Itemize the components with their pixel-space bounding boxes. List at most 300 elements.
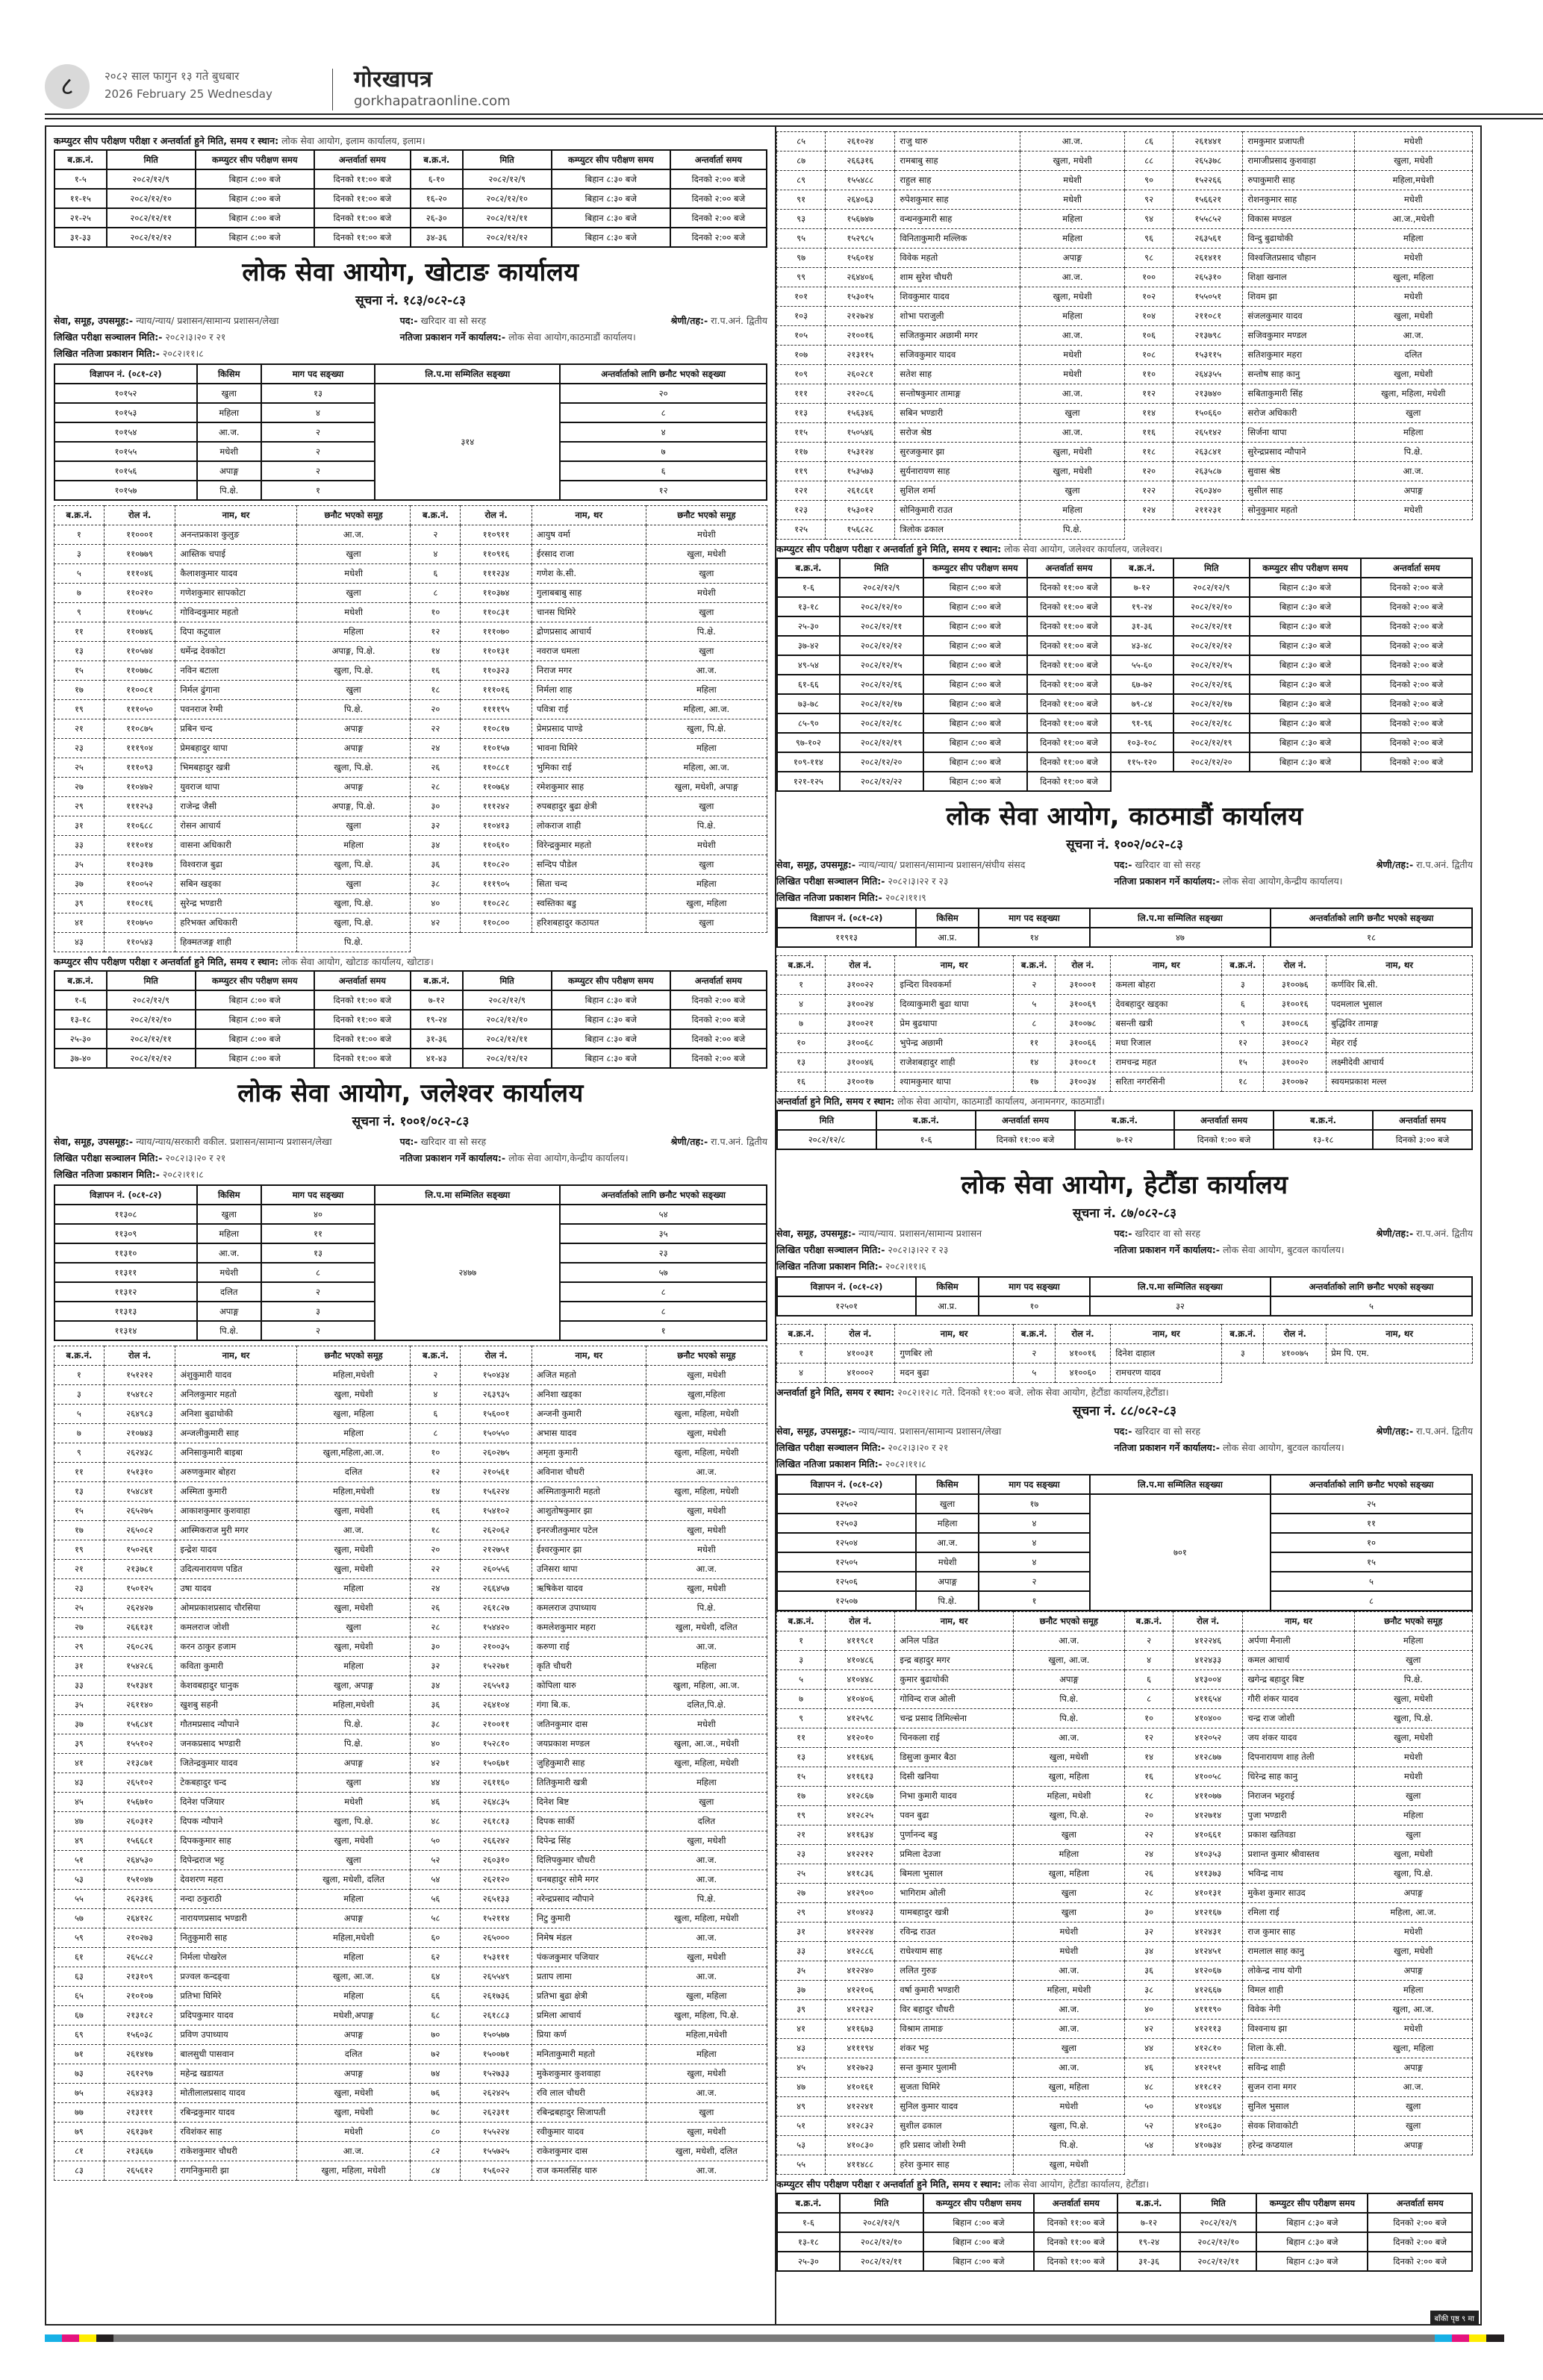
- serial-number: ३: [54, 545, 105, 564]
- selected-group: आ.ज.: [1013, 1631, 1124, 1651]
- roll-number: २१००११: [461, 1715, 532, 1734]
- roll-number: २६३८४१: [1173, 443, 1243, 462]
- roll-number: ३१००७८: [1055, 1014, 1111, 1034]
- candidate-name: आयुष वर्मा: [532, 525, 646, 545]
- candidate-name: मदन बुढा: [895, 1364, 1013, 1383]
- service-value: न्याय/न्याय/ प्रशासन/सामान्य प्रशासन/संघीय संसद: [858, 859, 1026, 870]
- column-header: रोल नं.: [826, 1612, 895, 1631]
- roll-number: ११०४१३: [461, 816, 532, 836]
- serial-number: २५: [54, 1599, 105, 1618]
- roll-number: १५२९८५: [826, 229, 895, 249]
- schedule-cell: बिहान ८:०० बजे: [923, 578, 1028, 597]
- roll-number: ४१००६०: [1055, 1364, 1111, 1383]
- candidate-name: कमलराज जोशी: [175, 1618, 296, 1637]
- roll-number: [1173, 2155, 1243, 2175]
- candidate-name: भुपेन्द्र अछामी: [895, 1034, 1013, 1053]
- roll-number: ४१०४४८: [826, 1670, 895, 1690]
- schedule-cell: ८५-९०: [777, 713, 840, 733]
- column-header: कम्प्युटर सीप परीक्षण समय: [552, 150, 670, 169]
- selected-group: महिला: [646, 739, 767, 758]
- roll-number: २१३८७१: [104, 1754, 175, 1773]
- candidate-name: आस्तिक चपाई: [175, 545, 296, 564]
- selected-group: खुला: [1013, 2039, 1124, 2058]
- adv-type: अपाङ्ग: [197, 461, 261, 481]
- serial-number: २०: [1124, 1806, 1173, 1825]
- posts-count: ८: [261, 1263, 375, 1282]
- candidate-name: रामबाबु साह: [895, 152, 1020, 171]
- roll-number: ११०८८१: [461, 758, 532, 778]
- roll-number: ४१२०६७: [1173, 1961, 1243, 1981]
- schedule-cell: २०८२/१२/१०: [463, 189, 552, 208]
- candidate-name: शोभा पराजुली: [895, 307, 1020, 326]
- selected-group: खुला: [296, 1773, 411, 1793]
- candidate-name: [1243, 2155, 1354, 2175]
- level-label: श्रेणी/तह:-: [1376, 1425, 1414, 1437]
- candidate-row: [54, 758, 767, 778]
- column-header: लि.प.मा सम्मिलित सङ्ख्या: [375, 364, 560, 384]
- interview-cell: दिनको ३:०० बजे: [1373, 1130, 1472, 1149]
- selected-group: खुला: [646, 797, 767, 816]
- candidate-list-table: [54, 1346, 767, 2181]
- result-office-label: नतिजा प्रकाशन गर्ने कार्यालय:-: [1114, 1244, 1220, 1255]
- schedule-cell: २०८२/१२/१२: [1173, 636, 1250, 655]
- serial-number: १०३: [777, 307, 826, 326]
- result-date-value: २०८२।११।८: [162, 1169, 204, 1180]
- candidate-name: मनिताकुमारी महतो: [532, 2045, 646, 2064]
- roll-number: १११०९३: [104, 758, 175, 778]
- serial-number: २६: [411, 758, 461, 778]
- column-header: अन्तर्वार्ता समय: [1027, 558, 1111, 578]
- schedule-cell: बिहान ८:३० बजे: [552, 189, 670, 208]
- serial-number: १००: [1124, 268, 1173, 287]
- roll-number: ३१००६६: [1055, 1034, 1111, 1053]
- serial-number: ४०: [411, 894, 461, 913]
- schedule-cell: बिहान ८:३० बजे: [1256, 2252, 1368, 2271]
- candidate-name: [1243, 520, 1354, 540]
- level-value: रा.प.अनं. द्वितीय: [711, 1136, 767, 1147]
- serial-number: १२: [1124, 1728, 1173, 1748]
- selected-group: खुला: [296, 1851, 411, 1870]
- schedule-cell: २०८२/१२/२०: [840, 752, 923, 772]
- serial-number: २२: [1124, 1825, 1173, 1845]
- roll-number: ४११६७३: [826, 2020, 895, 2039]
- candidate-name: जितेन्द्रकुमार यादव: [175, 1754, 296, 1773]
- candidate-row: [54, 1987, 767, 2006]
- hetauda-n2-meta-row: [776, 1458, 1473, 1474]
- schedule-cell: बिहान ८:३० बजे: [1250, 655, 1361, 675]
- hetauda-schedule-table: [776, 2193, 1473, 2272]
- schedule-cell: दिनको २:०० बजे: [1368, 2213, 1472, 2232]
- selected-group: मधेशी: [1354, 132, 1473, 152]
- schedule-cell: [1361, 772, 1472, 791]
- column-header: अन्तर्वार्ताको लागि छनौट भएको सङ्ख्या: [560, 1185, 767, 1205]
- roll-number: ४१०३५३: [1173, 1845, 1243, 1864]
- roll-number: १५६००१: [461, 1405, 532, 1424]
- result-date-value: २०८२।११।६: [885, 1261, 926, 1272]
- candidate-name: कमलेशकुमार महरा: [532, 1618, 646, 1637]
- level-value: रा.प.अनं. द्वितीय: [1416, 1228, 1473, 1239]
- selected-group: खुला, पि.क्षे.: [1013, 2117, 1124, 2136]
- serial-number: १०: [777, 1034, 826, 1053]
- serial-number: ३१: [54, 816, 105, 836]
- result-date-label: लिखित नतिजा प्रकाशन मिति:-: [776, 892, 882, 903]
- selected-group: अपाङ्ग: [1020, 249, 1125, 268]
- roll-number: २१००३५: [461, 1637, 532, 1657]
- serial-number: ५१: [54, 1851, 105, 1870]
- serial-number: ७: [54, 1424, 105, 1443]
- roll-number: २६११६०: [461, 1773, 532, 1793]
- roll-number: २६५२७५: [104, 1502, 175, 1521]
- selected-group: महिला: [646, 1773, 767, 1793]
- serial-number: ८४: [411, 2161, 461, 2181]
- selected-group: आ.ज.: [1013, 2000, 1124, 2020]
- column-header: ब.क्र.नं.: [1222, 956, 1264, 975]
- selected-group: आ.ज.,मधेशी: [1354, 210, 1473, 229]
- roll-number: २६११४०: [104, 1696, 175, 1715]
- selected-group: खुला, मधेशी: [1354, 1690, 1473, 1709]
- serial-number: ७०: [411, 2026, 461, 2045]
- serial-number: ६९: [54, 2026, 105, 2045]
- serial-number: ४: [1124, 1651, 1173, 1670]
- serial-number: ११०: [1124, 365, 1173, 384]
- candidate-name: रामचन्द्र महत: [1111, 1053, 1222, 1072]
- candidate-name: अनिशा बुढाथोकी: [175, 1405, 296, 1424]
- schedule-cell: २५-३०: [777, 616, 840, 636]
- serial-number: २७: [54, 778, 105, 797]
- result-office: [1115, 1243, 1344, 1256]
- schedule-cell: १०३-१०८: [1111, 733, 1173, 752]
- candidate-row: [54, 1579, 767, 1599]
- candidate-name: सिर्जना थापा: [1243, 423, 1354, 443]
- serial-number: ४१: [777, 2020, 826, 2039]
- candidate-name: इन्द्र बहादुर मगर: [895, 1651, 1013, 1670]
- candidate-name: रुपेशकुमार साह: [895, 190, 1020, 210]
- candidate-row: [54, 2142, 767, 2161]
- selected-group: मधेशी: [1354, 287, 1473, 307]
- interview-row: [777, 1130, 1472, 1149]
- serial-number: १४: [1124, 1748, 1173, 1767]
- selected-group: महिला: [1020, 307, 1125, 326]
- candidate-row: [777, 2039, 1473, 2058]
- serial-number: ४३: [777, 2039, 826, 2058]
- schedule-cell: दिनको २:०० बजे: [670, 1029, 767, 1049]
- candidate-name: गंगा बि.क.: [532, 1696, 646, 1715]
- candidate-list-table: [776, 955, 1473, 1092]
- selected-group: खुला, महिला, मधेशी: [646, 1405, 767, 1424]
- serial-number: ११७: [777, 443, 826, 462]
- schedule-cell: दिनको ११:०० बजे: [1027, 733, 1111, 752]
- roll-number: २६२४२५: [461, 2084, 532, 2103]
- roll-number: ४१२१६७: [1173, 1903, 1243, 1923]
- candidate-name: दिव्याकुमारी बुढा थापा: [895, 995, 1013, 1014]
- serial-number: ६८: [411, 2006, 461, 2026]
- roll-number: २६२४२७: [104, 1599, 175, 1618]
- roll-number: ३१००२१: [826, 1014, 895, 1034]
- serial-number: ८१: [54, 2142, 105, 2161]
- candidate-name: तितिकुमारी खत्री: [532, 1773, 646, 1793]
- candidate-name: जतिनकुमार दास: [532, 1715, 646, 1734]
- selected-count: ८: [560, 1302, 767, 1321]
- column-header: रोल नं.: [1173, 1612, 1243, 1631]
- roll-number: ४१२२१२: [826, 1845, 895, 1864]
- serial-number: ४३: [54, 933, 105, 952]
- adv-number: १२५०७: [777, 1591, 916, 1611]
- candidate-name: कैलाशकुमार यादव: [175, 564, 296, 584]
- serial-number: ४०: [411, 1734, 461, 1754]
- adv-type: महिला: [197, 403, 261, 422]
- candidate-name: खगेन्द्र बहादुर बिष्ट: [1243, 1670, 1354, 1690]
- selected-group: महिला: [646, 875, 767, 894]
- adv-type: खुला: [916, 1494, 979, 1514]
- selected-group: मधेशी: [1020, 346, 1125, 365]
- candidate-name: सोनुकुमार महतो: [1243, 501, 1354, 520]
- roll-number: ४१२८२५: [826, 1806, 895, 1825]
- serial-number: ५५: [54, 1890, 105, 1909]
- candidate-name: दिसी खनिया: [895, 1767, 1013, 1787]
- candidate-name: नारायणप्रसाद भण्डारी: [175, 1909, 296, 1928]
- adv-type: पि.क्षे.: [197, 481, 261, 500]
- candidate-name: इन्दिरा विश्वकर्मा: [895, 975, 1013, 995]
- candidate-name: दिपेन्द्र सिंह: [532, 1831, 646, 1851]
- roll-number: १५४१०२: [461, 1502, 532, 1521]
- roll-number: ४१२८३२: [826, 2117, 895, 2136]
- candidate-name: रुपबहादुर बुढा क्षेत्री: [532, 797, 646, 816]
- candidate-row: [777, 443, 1473, 462]
- roll-number: २६४१२८: [104, 1909, 175, 1928]
- interview-cell: २०८२/१२/८: [777, 1130, 876, 1149]
- selected-group: खुला, मधेशी: [296, 2103, 411, 2123]
- candidate-name: हरेन्द्र कप्डयाल: [1243, 2136, 1354, 2155]
- candidate-row: [54, 913, 767, 933]
- candidate-name: चन्द्र राज जोशी: [1243, 1709, 1354, 1728]
- candidate-name: मोतीलालप्रसाद यादव: [175, 2084, 296, 2103]
- selected-group: खुला, मधेशी: [1354, 1728, 1473, 1748]
- candidate-row: [54, 1909, 767, 1928]
- serial-number: ४१: [54, 913, 105, 933]
- candidate-name: रोसन आचार्य: [175, 816, 296, 836]
- selected-group: मधेशी: [1013, 2097, 1124, 2117]
- schedule-row: [54, 1010, 767, 1029]
- serial-number: १५: [54, 661, 105, 681]
- selected-group: महिला,मधेशी: [296, 1928, 411, 1948]
- selected-group: महिला, आ.ज.: [1354, 1903, 1473, 1923]
- serial-number: ५६: [411, 1890, 461, 1909]
- roll-number: २१२७२४: [826, 307, 895, 326]
- candidate-name: हिक्मतजङ्ग शाही: [175, 933, 296, 952]
- roll-number: १११२४२: [461, 797, 532, 816]
- serial-number: ३: [777, 1651, 826, 1670]
- selected-group: महिला,मधेशी: [296, 1482, 411, 1502]
- selected-group: खुला, मधेशी: [1020, 287, 1125, 307]
- schedule-cell: बिहान ८:०० बजे: [923, 2252, 1035, 2271]
- schedule-row: [777, 772, 1472, 791]
- post: [1115, 1227, 1200, 1240]
- serial-number: ६७: [54, 2006, 105, 2026]
- candidate-name: आकाशकुमार कुशवाहा: [175, 1502, 296, 1521]
- schedule-cell: बिहान ८:०० बजे: [923, 2232, 1035, 2252]
- candidate-name: राजेन्द्र जैसी: [175, 797, 296, 816]
- roll-number: ११०५७४: [104, 642, 175, 661]
- column-header: नाम, थर: [175, 1346, 296, 1366]
- serial-number: ३७: [54, 875, 105, 894]
- selected-group: महिला: [1020, 229, 1125, 249]
- column-header: किसिम: [916, 1475, 979, 1494]
- column-header: मिति: [840, 2193, 923, 2213]
- result-office-label: नतिजा प्रकाशन गर्ने कार्यालय:-: [1114, 1442, 1220, 1453]
- candidate-name: विश्वराज बुढा: [175, 855, 296, 875]
- khotang-meta-row: [54, 331, 767, 347]
- candidate-name: अनन्तप्रकाश कुलुङ: [175, 525, 296, 545]
- adv-number: १०१५५: [54, 442, 197, 461]
- schedule-cell: बिहान ८:०० बजे: [196, 208, 314, 228]
- selected-group: खुला, मधेशी: [646, 545, 767, 564]
- roll-number: १५३०१२: [826, 501, 895, 520]
- selected-group: आ.ज.: [646, 2161, 767, 2181]
- selected-group: खुला, मधेशी: [1354, 365, 1473, 384]
- column-header: अन्तर्वार्ता समय: [1361, 558, 1472, 578]
- serial-number: १७: [777, 1787, 826, 1806]
- selected-group: अपाङ्ग: [1354, 481, 1473, 501]
- roll-number: २६५१४२: [1173, 423, 1243, 443]
- candidate-name: भावना घिमिरे: [532, 739, 646, 758]
- serial-number: १०८: [1124, 346, 1173, 365]
- roll-number: १५६३४६: [826, 404, 895, 423]
- exam-date-value: २०८२।३।२२ र २३: [888, 875, 949, 887]
- roll-number: १५५०५१: [1173, 287, 1243, 307]
- serial-number: ३०: [1124, 1903, 1173, 1923]
- selected-group: खुला, पि.क्षे.: [296, 758, 411, 778]
- column-header: लि.प.मा सम्मिलित सङ्ख्या: [1090, 1277, 1271, 1296]
- adv-number: १०१५२: [54, 384, 197, 403]
- serial-number: ६०: [411, 1928, 461, 1948]
- selected-group: अपाङ्ग: [1354, 2058, 1473, 2078]
- schedule-cell: दिनको २:०० बजे: [1361, 655, 1472, 675]
- serial-number: ८९: [777, 171, 826, 190]
- candidate-row: [777, 346, 1473, 365]
- roll-number: ११११९५: [461, 700, 532, 719]
- schedule-cell: २०८२/१२/१९: [1173, 733, 1250, 752]
- candidate-name: निभा कुमारी यादव: [895, 1787, 1013, 1806]
- serial-number: १२५: [777, 520, 826, 540]
- serial-number: ३१: [777, 1923, 826, 1942]
- post-value: खरिदार वा सो सरह: [1135, 1425, 1200, 1437]
- khotang-schedule-table: [54, 970, 767, 1069]
- result-office: [400, 331, 636, 343]
- adv-number: १०१५६: [54, 461, 197, 481]
- column-header: अन्तर्वार्ता समय: [314, 150, 411, 169]
- roll-number: ४१११९४: [826, 2039, 895, 2058]
- schedule-cell: १-६: [777, 578, 840, 597]
- roll-number: २१००१६: [826, 326, 895, 346]
- candidate-row: [54, 719, 767, 739]
- level-label: श्रेणी/तह:-: [1376, 859, 1414, 870]
- roll-number: १५६७४७: [826, 210, 895, 229]
- serial-number: ५: [1013, 995, 1055, 1014]
- schedule-cell: ९७-१०२: [777, 733, 840, 752]
- selected-count: १५: [1271, 1552, 1472, 1572]
- schedule-cell: बिहान ८:३० बजे: [1250, 752, 1361, 772]
- serial-number: ३४: [411, 1676, 461, 1696]
- adv-number: १२५०५: [777, 1552, 916, 1572]
- selected-group: अपाङ्ग: [296, 1909, 411, 1928]
- adv-type: पि.क्षे.: [197, 1321, 261, 1340]
- roll-number: ३१००८१: [1055, 1053, 1111, 1072]
- adv-number: १२५०२: [777, 1494, 916, 1514]
- serial-number: ७९: [54, 2123, 105, 2142]
- column-header: नाम, थर: [1243, 1612, 1354, 1631]
- selected-group: आ.ज.: [1354, 326, 1473, 346]
- schedule-cell: बिहान ८:३० बजे: [1250, 675, 1361, 694]
- column-header: नाम, थर: [175, 506, 296, 525]
- candidate-name: पंकजकुमार पजियार: [532, 1948, 646, 1967]
- serial-number: १२३: [777, 501, 826, 520]
- roll-number: २६०३४०: [1173, 481, 1243, 501]
- candidate-name: शिवकुमार यादव: [895, 287, 1020, 307]
- serial-number: ७६: [411, 2084, 461, 2103]
- posts-count: २: [979, 1572, 1090, 1591]
- serial-number: ६: [411, 564, 461, 584]
- schedule-cell: दिनको २:०० बजे: [670, 990, 767, 1010]
- serial-number: १३: [54, 1482, 105, 1502]
- schedule-cell: २०८२/१२/१०: [463, 1010, 552, 1029]
- website-link[interactable]: gorkhapatraonline.com: [354, 93, 511, 109]
- candidate-name: दिपेन्द्रराज भट्ट: [175, 1851, 296, 1870]
- candidate-name: हरिशबहादुर कठायत: [532, 913, 646, 933]
- posts-count: १: [979, 1591, 1090, 1611]
- selected-group: खुला, महिला: [1013, 1864, 1124, 1884]
- result-office-value: लोक सेवा आयोग,केन्द्रीय कार्यालय।: [508, 1152, 629, 1164]
- candidate-row: [54, 525, 767, 545]
- adv-number: ११३१२: [54, 1282, 197, 1302]
- serial-number: १२२: [1124, 481, 1173, 501]
- selected-group: आ.ज.: [646, 1560, 767, 1579]
- candidate-name: चानस घिमिरे: [532, 603, 646, 622]
- selected-group: खुला, पि.क्षे.: [296, 894, 411, 913]
- serial-number: २७: [54, 1618, 105, 1637]
- schedule-cell: बिहान ८:३० बजे: [1250, 713, 1361, 733]
- column-header: कम्प्युटर सीप परीक्षण समय: [923, 558, 1028, 578]
- roll-number: १५६०१४: [826, 249, 895, 268]
- candidate-name: पदमलाल भुसाल: [1327, 995, 1473, 1014]
- schedule-cell: दिनको ११:०० बजे: [1027, 752, 1111, 772]
- roll-number: २६१७३६: [461, 1987, 532, 2006]
- selected-group: खुला, आ.ज.: [1013, 1651, 1124, 1670]
- serial-number: १५: [1222, 1053, 1264, 1072]
- candidate-name: सजिवकुमार मण्डल: [1243, 326, 1354, 346]
- column-header: मिति: [1180, 2193, 1256, 2213]
- schedule-row: [54, 228, 767, 247]
- candidate-row: [777, 1845, 1473, 1864]
- schedule-cell: दिनको २:०० बजे: [670, 1049, 767, 1068]
- post-label: पद:-: [1114, 859, 1132, 870]
- candidate-row: [54, 622, 767, 642]
- candidate-name: रबिन्द्रबहादुर सिजापती: [532, 2103, 646, 2123]
- khotang-schedule-caption: [54, 955, 767, 968]
- selected-group: खुला, मधेशी: [646, 1366, 767, 1385]
- selected-group: खुला: [1013, 1903, 1124, 1923]
- column-header: ब.क्र.नं.: [1124, 1612, 1173, 1631]
- selected-group: मधेशी: [1354, 501, 1473, 520]
- candidate-name: ऋषिकेश यादव: [532, 1579, 646, 1599]
- schedule-cell: २०८२/१२/१८: [840, 713, 923, 733]
- exam-date-label: लिखित परीक्षा सञ्चालन मिति:-: [776, 1442, 885, 1453]
- serial-number: १९: [777, 1806, 826, 1825]
- schedule-cell: दिनको २:०० बजे: [1361, 636, 1472, 655]
- roll-number: १५४४२०: [461, 1618, 532, 1637]
- selected-group: पि.क्षे.: [1013, 2136, 1124, 2155]
- selected-group: मधेशी: [296, 1793, 411, 1812]
- serial-number: ३२: [1124, 1923, 1173, 1942]
